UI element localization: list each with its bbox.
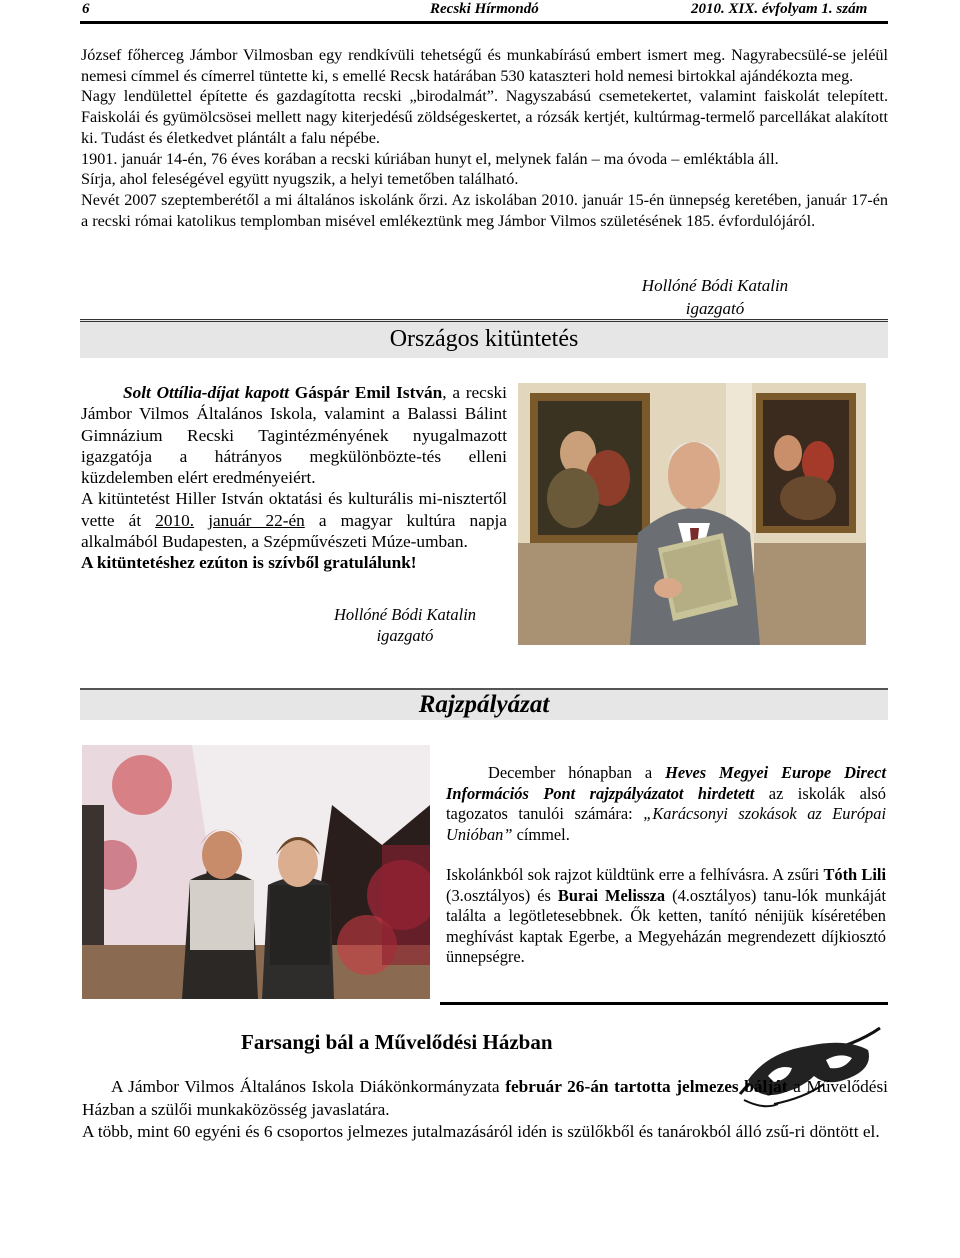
section-title-award: Országos kitüntetés bbox=[389, 326, 579, 352]
drawing-text-e: (3.osztályos) és bbox=[446, 885, 558, 905]
award-photo bbox=[518, 383, 866, 645]
photo-man-museum bbox=[518, 383, 866, 645]
winner-name: Tóth Lili bbox=[823, 865, 886, 884]
photo-children bbox=[82, 745, 430, 999]
award-space bbox=[194, 511, 208, 530]
carnival-text bbox=[82, 1076, 888, 1144]
award-text-a: A kitüntetést Hiller István oktatási és kulturális mi-nisztertől vette át bbox=[81, 489, 507, 530]
intro-signature bbox=[600, 274, 830, 320]
carnival-text-b: a Művelődési Házban a szülői munkaközösség javaslatára. bbox=[82, 1077, 888, 1119]
intro-paragraph: 1901. január 14-én, 76 éves korában a recski kúriában hunyt el, melynek falán – ma óvoda – emléktábla áll. bbox=[81, 149, 779, 168]
award-signature bbox=[320, 604, 490, 646]
award-text-b: a magyar kultúra napja alkalmából Budapesten, a Szépművészeti Múze-umban. bbox=[81, 510, 507, 552]
award-text bbox=[81, 382, 507, 574]
intro-text bbox=[81, 45, 888, 231]
page-number: 6 bbox=[82, 1, 90, 17]
drawing-organizer: Heves Megyei Europe Direct Információs Pont rajzpályázatot hirdetett bbox=[446, 763, 886, 803]
award-recipient: Gáspár Emil István bbox=[294, 383, 443, 402]
drawing-photo bbox=[82, 745, 430, 999]
carnival-date: február 26-án tartotta jelmezes bálját bbox=[505, 1077, 788, 1096]
award-paragraph bbox=[81, 382, 507, 488]
drawing-paragraph bbox=[446, 865, 886, 968]
publication-title: Recski Hírmondó bbox=[430, 1, 539, 17]
intro-paragraph: Nagy lendülettel építette és gazdagította recski „birodalmát”. Nagyszabású csemetekertet, valamint faiskolát telepített. Faiskolái és gyümölcsösei mellett nagy kiterjedésű zöldségeskertet, a rózsák kertjét, kultúrmag-termelő parcellákat alakított ki. Tudást és életkedvet plántált a falu népébe. bbox=[81, 87, 888, 147]
award-prize: Solt Ottília-díjat kapott bbox=[123, 383, 290, 402]
issue-label: 2010. XIX. évfolyam 1. szám bbox=[691, 1, 868, 17]
section-header-award bbox=[80, 319, 888, 358]
section-header-drawing bbox=[80, 688, 888, 720]
award-date: január 22-én bbox=[208, 510, 305, 530]
section-title-drawing: Rajzpályázat bbox=[418, 691, 550, 718]
signature-name: Hollóné Bódi Katalin bbox=[641, 276, 789, 295]
drawing-text-b: az iskolák alsó tagozatos tanulói számára: bbox=[446, 783, 887, 823]
congrats-text: A kitüntetéshez ezúton is szívből gratulálunk! bbox=[81, 553, 417, 573]
signature-name: Hollóné Bódi Katalin bbox=[333, 605, 477, 624]
drawing-text-d: Iskolánkból sok rajzot küldtünk erre a felhívásra. A zsűri bbox=[446, 865, 824, 884]
signature-title: igazgató bbox=[685, 299, 745, 318]
award-congrats bbox=[81, 552, 507, 573]
drawing-text-c: címmel. bbox=[512, 824, 570, 844]
carnival-paragraph bbox=[82, 1076, 888, 1121]
winner-name: Burai Melissza bbox=[557, 885, 666, 905]
carnival-text-a: A Jámbor Vilmos Általános Iskola Diákönkormányzata bbox=[111, 1077, 506, 1096]
intro-paragraph: Sírja, ahol feleségével együtt nyugszik, a helyi temetőben található. bbox=[81, 170, 519, 189]
carnival-paragraph: A több, mint 60 egyéni és 6 csoportos jelmezes jutalmazásáról idén is szülőkből és tanárokból álló zsű-ri döntött el. bbox=[82, 1122, 880, 1141]
intro-paragraph: József főherceg Jámbor Vilmosban egy rendkívüli tehetségű és munkabírású embert ismert meg. Nagyrabecsülé-se jeléül nemesi címmel és címerrel tüntette ki, s emellé Recsk határában 530 kataszteri hold nemesi birtokkal ajándékozta meg. bbox=[81, 46, 888, 85]
section-divider bbox=[440, 1002, 888, 1005]
drawing-theme: „Karácsonyi szokások az Európai Unióban” bbox=[446, 804, 886, 844]
award-paragraph bbox=[81, 488, 507, 552]
drawing-text-a: December hónapban a bbox=[488, 763, 666, 782]
drawing-paragraph bbox=[446, 763, 886, 845]
drawing-text bbox=[446, 763, 886, 988]
award-year: 2010. bbox=[155, 510, 195, 530]
carnival-title: Farsangi bál a Művelődési Házban bbox=[241, 1030, 553, 1054]
award-rest: , a recski Jámbor Vilmos Általános Iskola, valamint a Balassi Bálint Gimnázium Recski Tagintézményének nyugalmazott igazgatója a hátrányos megkülönbözte-tés elleni küzdelemben elért eredményeiért. bbox=[81, 383, 507, 488]
header-rule bbox=[80, 21, 888, 24]
signature-title: igazgató bbox=[376, 626, 434, 645]
intro-paragraph: Nevét 2007 szeptemberétől a mi általános iskolánk őrzi. Az iskolában 2010. január 15-én ünnepség keretében, január 17-én a recski római katolikus templomban misével emlékeztünk meg Jámbor Vilmos születésének 185. évfordulójáról. bbox=[81, 190, 888, 230]
drawing-text-f: (4.osztályos) tanu-lók munkáját találta a legötletesebbnek. Ők ketten, tanító nénijük kíséretében meghívást kaptak Egerbe, a Megyeházán megrendezett díjkiosztó ünnepségre. bbox=[446, 885, 887, 966]
